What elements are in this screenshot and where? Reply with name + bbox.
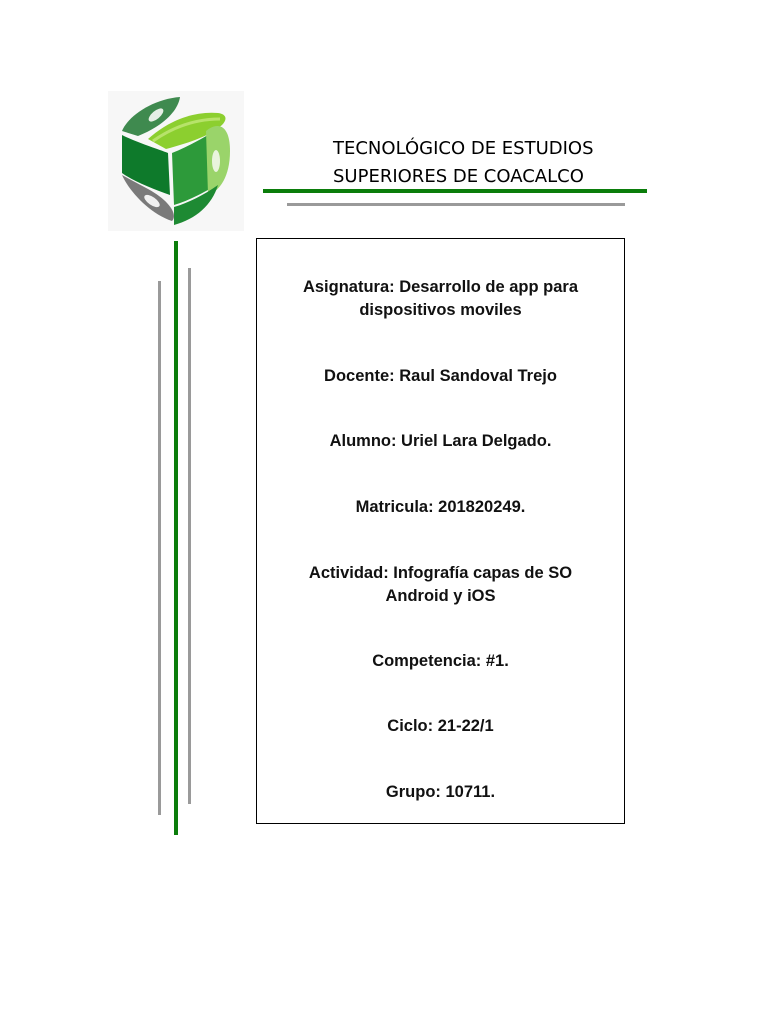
competencia-field: Competencia: #1.: [372, 652, 509, 670]
right-gray-vertical-rule: [188, 268, 191, 804]
asignatura-field: [257, 276, 624, 322]
alumno-field: Alumno: Uriel Lara Delgado.: [329, 432, 552, 450]
ciclo-field: Ciclo: 21-22/1: [387, 717, 494, 735]
actividad-line1: Actividad: Infografía capas de SO: [308, 564, 573, 582]
docente-field: Docente: Raul Sandoval Trejo: [324, 367, 557, 385]
header-green-rule: [263, 189, 647, 193]
institution-title: [333, 135, 653, 191]
actividad-field: [257, 562, 624, 608]
asignatura-line2: dispositivos moviles: [359, 301, 522, 319]
cover-info-box: [256, 238, 625, 824]
institution-title-line1: TECNOLÓGICO DE ESTUDIOS: [333, 138, 594, 159]
tesco-logo-icon: [108, 91, 244, 231]
left-gray-vertical-rule: [158, 281, 161, 815]
matricula-field: Matricula: 201820249.: [355, 498, 526, 516]
actividad-line2: Android y iOS: [385, 587, 496, 605]
grupo-field: Grupo: 10711.: [385, 783, 496, 801]
institution-title-line2: SUPERIORES DE COACALCO: [333, 166, 584, 187]
asignatura-line1: Asignatura: Desarrollo de app para: [302, 278, 579, 296]
green-vertical-rule: [174, 241, 178, 835]
header-gray-rule: [287, 203, 625, 206]
